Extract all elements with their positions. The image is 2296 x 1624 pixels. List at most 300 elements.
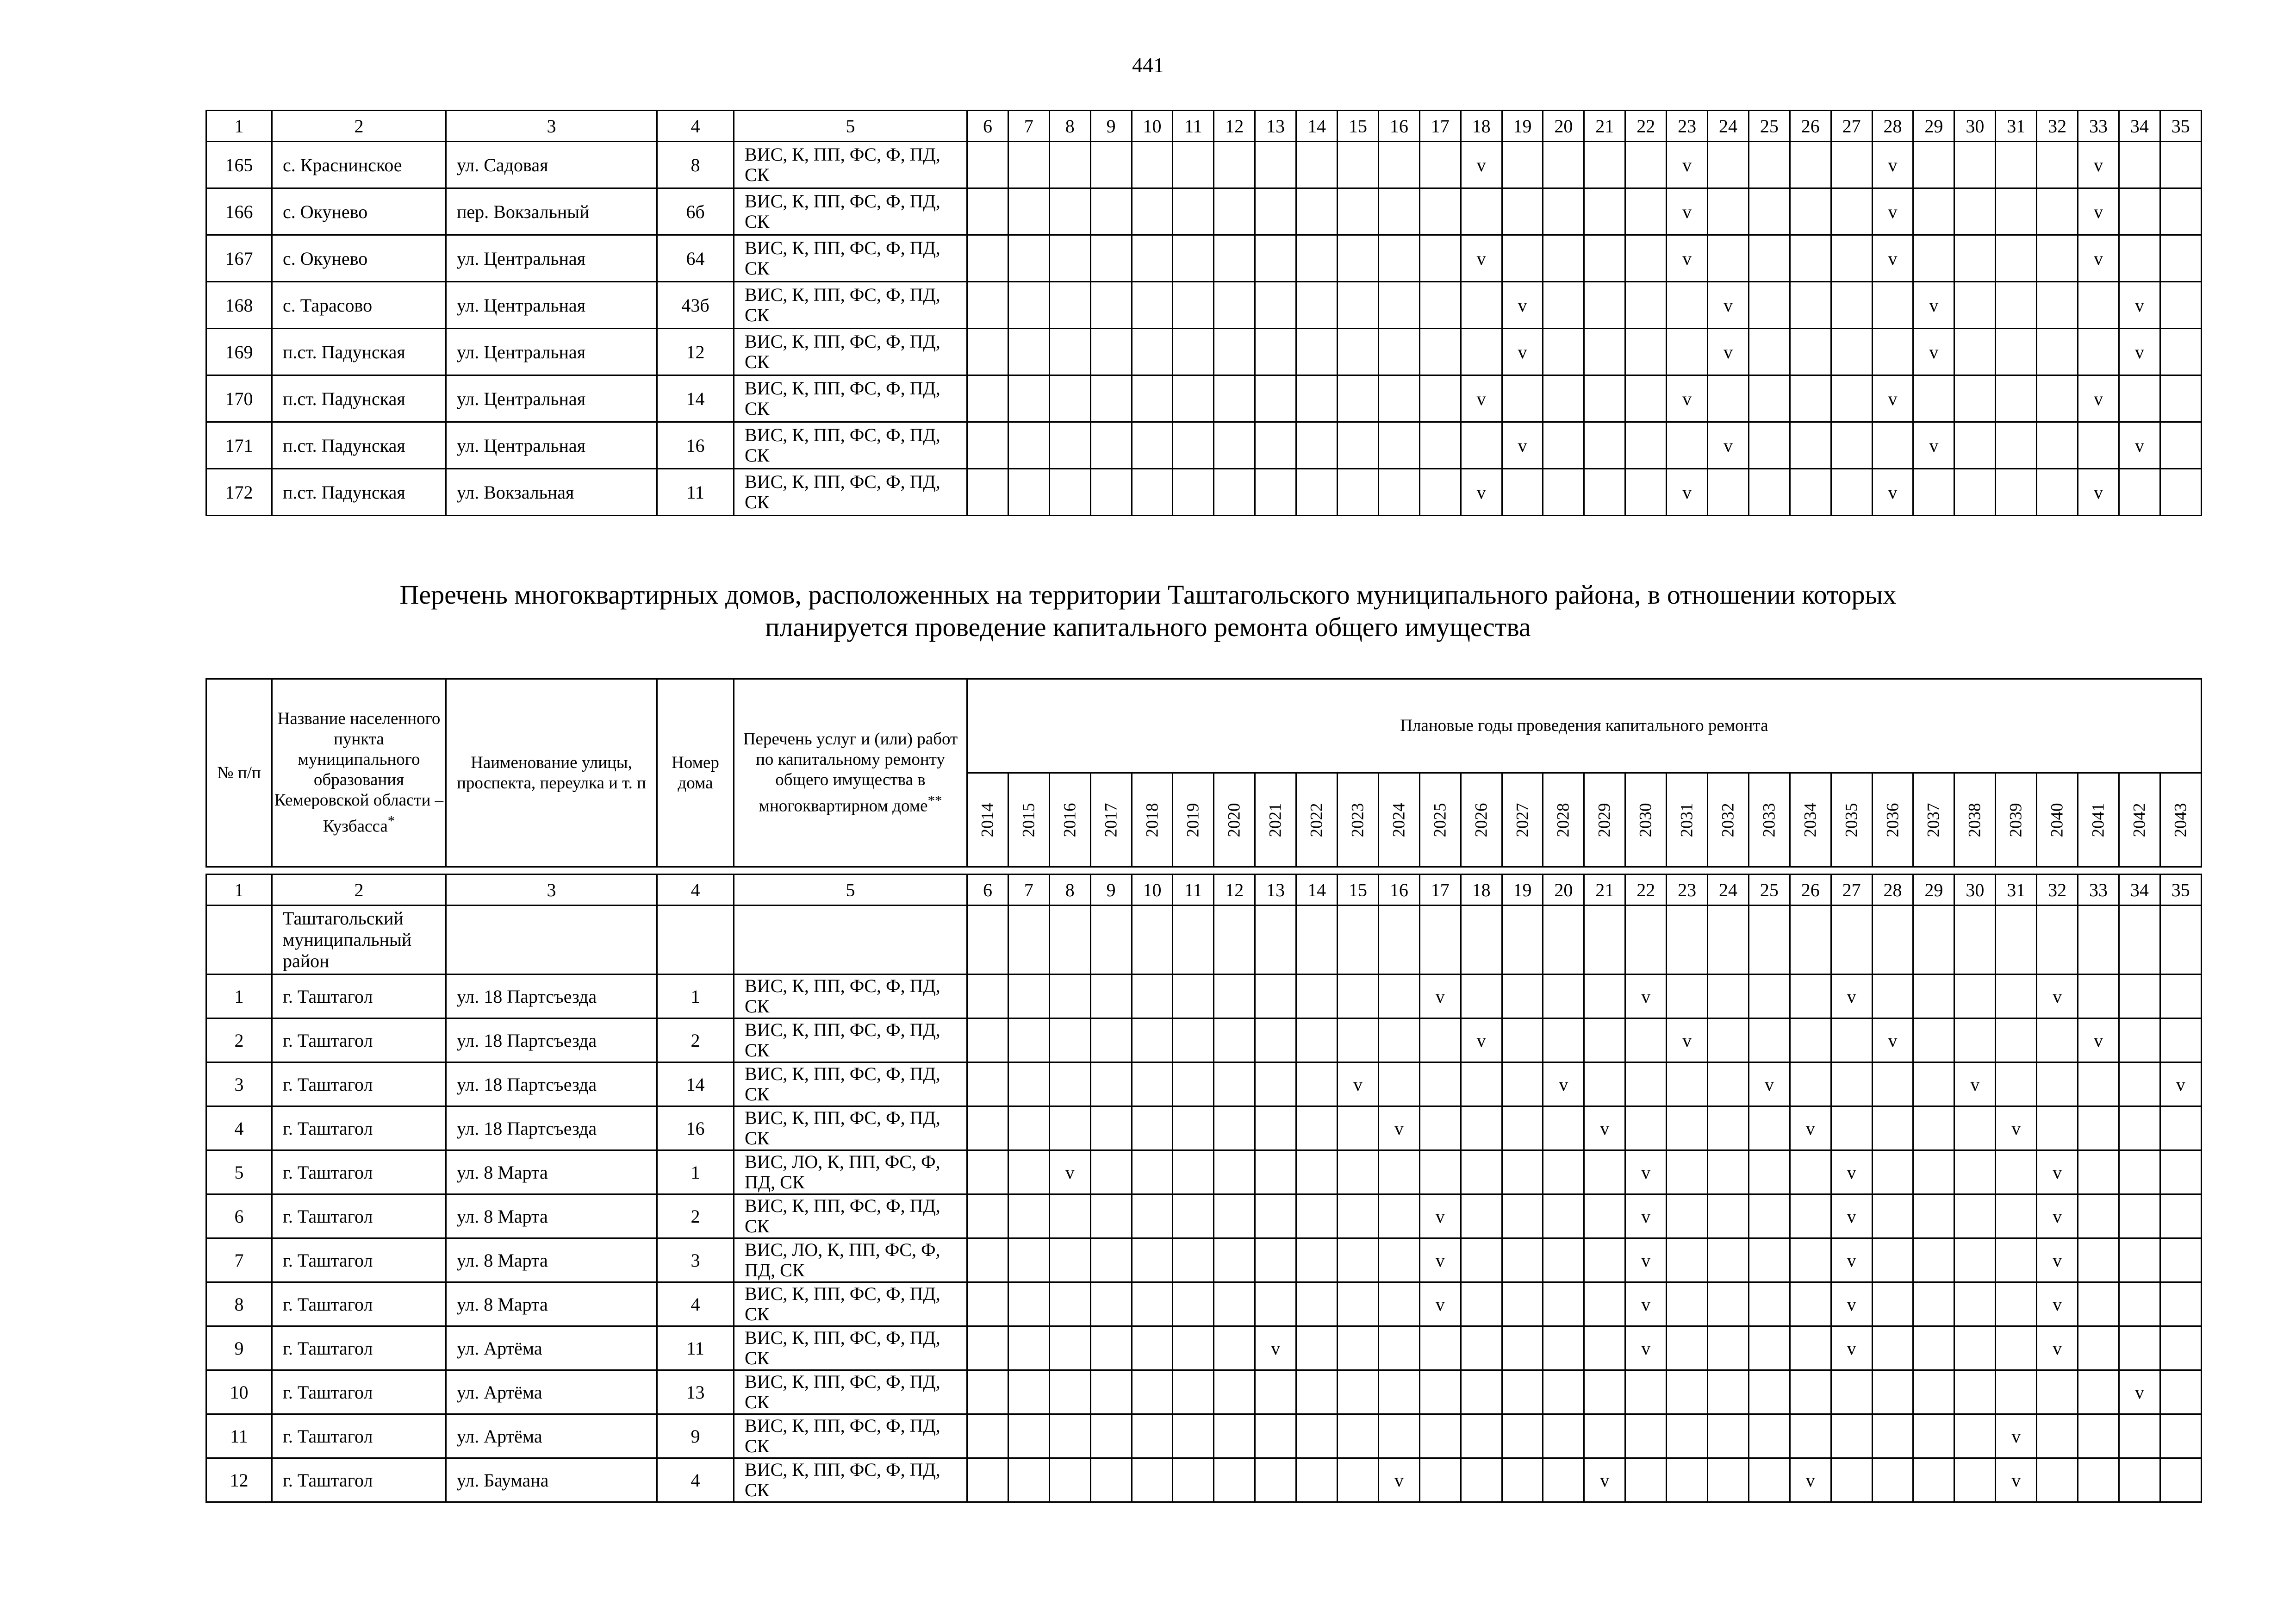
repair-mark: v	[2134, 435, 2144, 456]
repair-mark: v	[1888, 388, 1898, 409]
repair-mark: v	[2176, 1074, 2185, 1095]
column-index-cell: 2	[272, 111, 446, 142]
year-mark-cell	[1296, 1150, 1338, 1194]
year-mark-cell	[1378, 1062, 1419, 1106]
column-index-cell: 13	[1255, 874, 1296, 906]
year-mark-cell	[1008, 422, 1049, 469]
repair-mark: v	[1847, 1162, 1856, 1183]
year-mark-cell	[1378, 1326, 1419, 1370]
column-index-cell: 34	[2119, 874, 2160, 906]
year-mark-cell	[1584, 469, 1625, 516]
year-mark-cell	[1461, 1194, 1502, 1238]
works-list: ВИС, К, ПП, ФС, Ф, ПД, СК	[734, 1282, 967, 1326]
year-mark-cell	[1954, 1194, 1996, 1238]
year-mark-cell	[1090, 1370, 1132, 1414]
region-empty-cell	[1667, 906, 1708, 974]
house-number: 9	[657, 1414, 734, 1458]
street-name: ул. Центральная	[446, 375, 657, 422]
repair-mark: v	[1394, 1469, 1404, 1491]
repair-mark: v	[1641, 1162, 1651, 1183]
year-mark-cell	[1831, 1238, 1872, 1282]
year-mark-cell	[967, 1282, 1008, 1326]
year-mark-cell	[2160, 1282, 2201, 1326]
year-mark-cell	[1255, 1150, 1296, 1194]
table-row	[206, 329, 2202, 375]
header-year	[1419, 773, 1461, 867]
year-mark-cell	[1214, 1458, 1255, 1502]
year-mark-cell	[1338, 235, 1379, 282]
year-mark-cell	[1296, 1458, 1338, 1502]
year-mark-cell	[1913, 1414, 1954, 1458]
year-mark-cell	[1502, 469, 1543, 516]
table-row	[206, 1062, 2202, 1106]
settlement-name: с. Краснинское	[272, 142, 446, 188]
repair-mark: v	[1847, 1293, 1856, 1315]
region-empty-cell	[967, 906, 1008, 974]
table-row	[206, 469, 2202, 516]
year-mark-cell	[1173, 1062, 1214, 1106]
settlement-name: г. Таштагол	[272, 1414, 446, 1458]
repair-mark: v	[2053, 1293, 2062, 1315]
column-index-cell: 6	[967, 111, 1008, 142]
repair-mark: v	[2134, 341, 2144, 362]
year-mark-cell	[1090, 375, 1132, 422]
year-mark-cell	[1954, 375, 1996, 422]
year-mark-cell	[1625, 1018, 1667, 1062]
header-settlement-footnote: *	[387, 813, 395, 829]
year-mark-cell	[2037, 375, 2078, 422]
year-mark-cell	[1625, 282, 1667, 329]
year-mark-cell	[1502, 1194, 1543, 1238]
year-mark-cell	[1502, 375, 1543, 422]
street-name: ул. Артёма	[446, 1326, 657, 1370]
column-index-cell: 26	[1790, 111, 1831, 142]
year-mark-cell	[1667, 974, 1708, 1018]
year-mark-cell	[1543, 1062, 1584, 1106]
settlement-name: г. Таштагол	[272, 1018, 446, 1062]
year-mark-cell	[1502, 1370, 1543, 1414]
year-mark-cell	[1214, 422, 1255, 469]
region-empty-cell	[1748, 906, 1790, 974]
header-year	[1790, 773, 1831, 867]
house-number: 16	[657, 1106, 734, 1150]
year-mark-cell	[2119, 142, 2160, 188]
year-mark-cell	[1790, 1370, 1831, 1414]
column-index-cell: 16	[1378, 111, 1419, 142]
year-mark-cell	[1502, 1106, 1543, 1150]
year-mark-cell	[2160, 142, 2201, 188]
year-mark-cell	[1872, 329, 1913, 375]
year-mark-cell	[1461, 1062, 1502, 1106]
year-mark-cell	[1049, 1194, 1090, 1238]
year-mark-cell	[1708, 1194, 1749, 1238]
year-mark-cell	[1296, 1282, 1338, 1326]
repair-mark: v	[1682, 201, 1692, 222]
year-mark-cell	[967, 329, 1008, 375]
year-mark-cell	[967, 1414, 1008, 1458]
year-mark-cell	[2078, 142, 2119, 188]
header-year	[1502, 773, 1543, 867]
year-mark-cell	[1502, 1018, 1543, 1062]
year-mark-cell	[967, 1238, 1008, 1282]
year-mark-cell	[1378, 1370, 1419, 1414]
year-mark-cell	[1338, 282, 1379, 329]
year-mark-cell	[1543, 974, 1584, 1018]
year-mark-cell	[967, 469, 1008, 516]
year-mark-cell	[1461, 1238, 1502, 1282]
year-mark-cell	[1173, 1106, 1214, 1150]
header-year	[1625, 773, 1667, 867]
column-index-cell: 4	[657, 111, 734, 142]
year-mark-cell	[1996, 1062, 2037, 1106]
region-empty-cell	[1502, 906, 1543, 974]
year-mark-cell	[1132, 375, 1173, 422]
year-mark-cell	[1748, 1370, 1790, 1414]
year-mark-cell	[2160, 1370, 2201, 1414]
year-mark-cell	[1667, 1326, 1708, 1370]
region-empty-cell	[206, 906, 272, 974]
header-years-title: Плановые годы проведения капитального ремонта	[967, 679, 2202, 773]
year-mark-cell	[2078, 188, 2119, 235]
year-mark-cell	[1954, 1414, 1996, 1458]
year-mark-cell	[1831, 422, 1872, 469]
year-mark-cell	[1214, 1150, 1255, 1194]
year-mark-cell	[1461, 1282, 1502, 1326]
year-mark-cell	[1913, 1150, 1954, 1194]
document-title-line-1: Перечень многоквартирных домов, расположенных на территории Таштагольского муниципального района, в отношении которых	[399, 580, 1897, 610]
year-mark-cell	[1913, 469, 1954, 516]
column-index-cell: 25	[1748, 111, 1790, 142]
header-settlement	[272, 679, 446, 867]
column-index-cell: 31	[1996, 874, 2037, 906]
year-mark-cell	[1214, 188, 1255, 235]
year-mark-cell	[1461, 1326, 1502, 1370]
table-row	[206, 1326, 2202, 1370]
year-mark-cell	[1008, 1106, 1049, 1150]
year-mark-cell	[1831, 1018, 1872, 1062]
year-mark-cell	[1419, 188, 1461, 235]
year-mark-cell	[1543, 1414, 1584, 1458]
year-mark-cell	[1461, 188, 1502, 235]
year-mark-cell	[2119, 235, 2160, 282]
works-list: ВИС, К, ПП, ФС, Ф, ПД, СК	[734, 422, 967, 469]
year-mark-cell	[1173, 1194, 1214, 1238]
settlement-name: г. Таштагол	[272, 1370, 446, 1414]
header-year-label: 2024	[1389, 803, 1409, 837]
year-mark-cell	[1049, 188, 1090, 235]
year-mark-cell	[1790, 469, 1831, 516]
year-mark-cell	[1584, 1282, 1625, 1326]
year-mark-cell	[1996, 1106, 2037, 1150]
year-mark-cell	[1872, 1282, 1913, 1326]
header-year	[1461, 773, 1502, 867]
year-mark-cell	[1214, 1238, 1255, 1282]
year-mark-cell	[1954, 1282, 1996, 1326]
year-mark-cell	[1296, 469, 1338, 516]
region-empty-cell	[1255, 906, 1296, 974]
year-mark-cell	[1996, 282, 2037, 329]
repair-mark: v	[2134, 1381, 2144, 1403]
year-mark-cell	[1338, 329, 1379, 375]
repair-mark: v	[1723, 435, 1733, 456]
year-mark-cell	[1872, 1150, 1913, 1194]
repair-mark: v	[1476, 248, 1486, 269]
header-year	[1255, 773, 1296, 867]
year-mark-cell	[2119, 1194, 2160, 1238]
year-mark-cell	[1255, 1106, 1296, 1150]
header-year-label: 2036	[1883, 803, 1903, 837]
year-mark-cell	[1625, 1414, 1667, 1458]
year-mark-cell	[2160, 1150, 2201, 1194]
house-number: 12	[657, 329, 734, 375]
year-mark-cell	[1090, 469, 1132, 516]
year-mark-cell	[1378, 329, 1419, 375]
year-mark-cell	[1502, 974, 1543, 1018]
year-mark-cell	[1748, 1194, 1790, 1238]
region-empty-cell	[657, 906, 734, 974]
year-mark-cell	[1132, 282, 1173, 329]
year-mark-cell	[967, 1018, 1008, 1062]
year-mark-cell	[1090, 282, 1132, 329]
year-mark-cell	[2037, 235, 2078, 282]
year-mark-cell	[1872, 1326, 1913, 1370]
year-mark-cell	[1132, 1458, 1173, 1502]
year-mark-cell	[1584, 1458, 1625, 1502]
row-number: 166	[206, 188, 272, 235]
works-list: ВИС, К, ПП, ФС, Ф, ПД, СК	[734, 1018, 967, 1062]
header-year-label: 2015	[1019, 803, 1039, 837]
year-mark-cell	[1090, 329, 1132, 375]
column-index-cell: 33	[2078, 111, 2119, 142]
header-year-label: 2016	[1060, 803, 1080, 837]
column-index-cell: 28	[1872, 874, 1913, 906]
year-mark-cell	[1831, 1062, 1872, 1106]
year-mark-cell	[1831, 1194, 1872, 1238]
year-mark-cell	[1502, 1282, 1543, 1326]
year-mark-cell	[1954, 1150, 1996, 1194]
year-mark-cell	[1338, 1370, 1379, 1414]
year-mark-cell	[2119, 188, 2160, 235]
year-mark-cell	[1419, 1106, 1461, 1150]
year-mark-cell	[1378, 188, 1419, 235]
year-mark-cell	[1831, 375, 1872, 422]
year-mark-cell	[1419, 1326, 1461, 1370]
year-mark-cell	[1419, 422, 1461, 469]
year-mark-cell	[2160, 235, 2201, 282]
header-year-label: 2033	[1760, 803, 1779, 837]
year-mark-cell	[1790, 1282, 1831, 1326]
year-mark-cell	[1008, 235, 1049, 282]
table-row	[206, 282, 2202, 329]
year-mark-cell	[1584, 1194, 1625, 1238]
houses-table-header	[205, 678, 2202, 868]
year-mark-cell	[2037, 1370, 2078, 1414]
works-list: ВИС, К, ПП, ФС, Ф, ПД, СК	[734, 469, 967, 516]
region-empty-cell	[734, 906, 967, 974]
row-number: 171	[206, 422, 272, 469]
settlement-name: п.ст. Падунская	[272, 422, 446, 469]
year-mark-cell	[1954, 974, 1996, 1018]
year-mark-cell	[1461, 1414, 1502, 1458]
year-mark-cell	[1255, 282, 1296, 329]
year-mark-cell	[1214, 1282, 1255, 1326]
year-mark-cell	[1708, 1282, 1749, 1326]
settlement-name: с. Окунево	[272, 235, 446, 282]
year-mark-cell	[1502, 422, 1543, 469]
street-name: ул. 8 Марта	[446, 1150, 657, 1194]
settlement-name: г. Таштагол	[272, 974, 446, 1018]
column-index-cell: 8	[1049, 874, 1090, 906]
year-mark-cell	[1338, 1414, 1379, 1458]
header-year	[1296, 773, 1338, 867]
year-mark-cell	[1214, 282, 1255, 329]
year-mark-cell	[1790, 1238, 1831, 1282]
year-mark-cell	[1996, 974, 2037, 1018]
year-mark-cell	[1708, 1414, 1749, 1458]
region-empty-cell	[2119, 906, 2160, 974]
repair-mark: v	[1929, 435, 1939, 456]
year-mark-cell	[2037, 1062, 2078, 1106]
year-mark-cell	[1584, 1370, 1625, 1414]
settlement-name: п.ст. Падунская	[272, 329, 446, 375]
year-mark-cell	[1748, 422, 1790, 469]
year-mark-cell	[2037, 1150, 2078, 1194]
year-mark-cell	[1378, 422, 1419, 469]
repair-mark: v	[1518, 341, 1527, 362]
year-mark-cell	[1543, 1194, 1584, 1238]
header-year-label: 2027	[1513, 803, 1532, 837]
year-mark-cell	[1543, 1282, 1584, 1326]
row-number: 168	[206, 282, 272, 329]
repair-mark: v	[1559, 1074, 1568, 1095]
settlement-name: г. Таштагол	[272, 1282, 446, 1326]
header-year-label: 2028	[1554, 803, 1573, 837]
year-mark-cell	[2037, 1018, 2078, 1062]
year-mark-cell	[2160, 1062, 2201, 1106]
header-year-label: 2034	[1801, 803, 1820, 837]
repair-mark: v	[1847, 986, 1856, 1007]
year-mark-cell	[1132, 1238, 1173, 1282]
year-mark-cell	[1049, 1370, 1090, 1414]
year-mark-cell	[1913, 375, 1954, 422]
year-mark-cell	[2037, 1106, 2078, 1150]
year-mark-cell	[1255, 469, 1296, 516]
repair-mark: v	[1435, 1206, 1445, 1227]
year-mark-cell	[1667, 329, 1708, 375]
year-mark-cell	[1090, 422, 1132, 469]
region-empty-cell	[1338, 906, 1379, 974]
repair-mark: v	[1682, 1030, 1692, 1051]
region-row	[206, 906, 2202, 974]
column-index-cell: 25	[1748, 874, 1790, 906]
column-index-cell: 4	[657, 874, 734, 906]
repair-mark: v	[2053, 1249, 2062, 1271]
column-index-cell: 27	[1831, 874, 1872, 906]
header-year	[1214, 773, 1255, 867]
year-mark-cell	[1049, 282, 1090, 329]
year-mark-cell	[1872, 1370, 1913, 1414]
year-mark-cell	[2078, 1150, 2119, 1194]
year-mark-cell	[967, 974, 1008, 1018]
year-mark-cell	[1461, 1150, 1502, 1194]
table-row	[206, 422, 2202, 469]
works-list: ВИС, К, ПП, ФС, Ф, ПД, СК	[734, 1194, 967, 1238]
year-mark-cell	[1214, 1326, 1255, 1370]
year-mark-cell	[2037, 1326, 2078, 1370]
year-mark-cell	[2037, 1282, 2078, 1326]
table-row	[206, 1282, 2202, 1326]
year-mark-cell	[2078, 469, 2119, 516]
year-mark-cell	[1338, 974, 1379, 1018]
year-mark-cell	[2037, 1194, 2078, 1238]
region-empty-cell	[1132, 906, 1173, 974]
region-empty-cell	[1790, 906, 1831, 974]
year-mark-cell	[1790, 422, 1831, 469]
year-mark-cell	[1625, 469, 1667, 516]
year-mark-cell	[1008, 329, 1049, 375]
header-year-label: 2038	[1965, 803, 1985, 837]
document-title	[0, 579, 2296, 643]
year-mark-cell	[1255, 1062, 1296, 1106]
street-name: ул. 18 Партсъезда	[446, 1106, 657, 1150]
street-name: ул. Вокзальная	[446, 469, 657, 516]
year-mark-cell	[1008, 974, 1049, 1018]
year-mark-cell	[1584, 329, 1625, 375]
year-mark-cell	[1954, 329, 1996, 375]
year-mark-cell	[1790, 188, 1831, 235]
year-mark-cell	[1461, 282, 1502, 329]
year-mark-cell	[2078, 235, 2119, 282]
works-list: ВИС, К, ПП, ФС, Ф, ПД, СК	[734, 282, 967, 329]
row-number: 2	[206, 1018, 272, 1062]
year-mark-cell	[1790, 375, 1831, 422]
house-number: 1	[657, 1150, 734, 1194]
house-number: 4	[657, 1458, 734, 1502]
year-mark-cell	[1996, 235, 2037, 282]
year-mark-cell	[1049, 142, 1090, 188]
year-mark-cell	[1667, 1194, 1708, 1238]
year-mark-cell	[1790, 974, 1831, 1018]
year-mark-cell	[1872, 1414, 1913, 1458]
year-mark-cell	[1996, 1282, 2037, 1326]
year-mark-cell	[1132, 1106, 1173, 1150]
column-index-cell: 22	[1625, 111, 1667, 142]
year-mark-cell	[1049, 974, 1090, 1018]
year-mark-cell	[1708, 1018, 1749, 1062]
year-mark-cell	[1667, 1062, 1708, 1106]
repair-mark: v	[1929, 341, 1939, 362]
year-mark-cell	[1872, 1062, 1913, 1106]
year-mark-cell	[1173, 1150, 1214, 1194]
year-mark-cell	[1913, 1282, 1954, 1326]
repair-mark: v	[2053, 1206, 2062, 1227]
year-mark-cell	[1338, 1458, 1379, 1502]
year-mark-cell	[1461, 1458, 1502, 1502]
year-mark-cell	[2037, 282, 2078, 329]
year-mark-cell	[1584, 1414, 1625, 1458]
year-mark-cell	[1338, 1194, 1379, 1238]
header-year	[1008, 773, 1049, 867]
column-index-cell: 30	[1954, 111, 1996, 142]
year-mark-cell	[1419, 142, 1461, 188]
year-mark-cell	[1502, 1150, 1543, 1194]
house-number: 8	[657, 142, 734, 188]
year-mark-cell	[1173, 422, 1214, 469]
year-mark-cell	[1748, 1238, 1790, 1282]
column-index-cell: 29	[1913, 111, 1954, 142]
works-list: ВИС, К, ПП, ФС, Ф, ПД, СК	[734, 1106, 967, 1150]
row-number: 169	[206, 329, 272, 375]
